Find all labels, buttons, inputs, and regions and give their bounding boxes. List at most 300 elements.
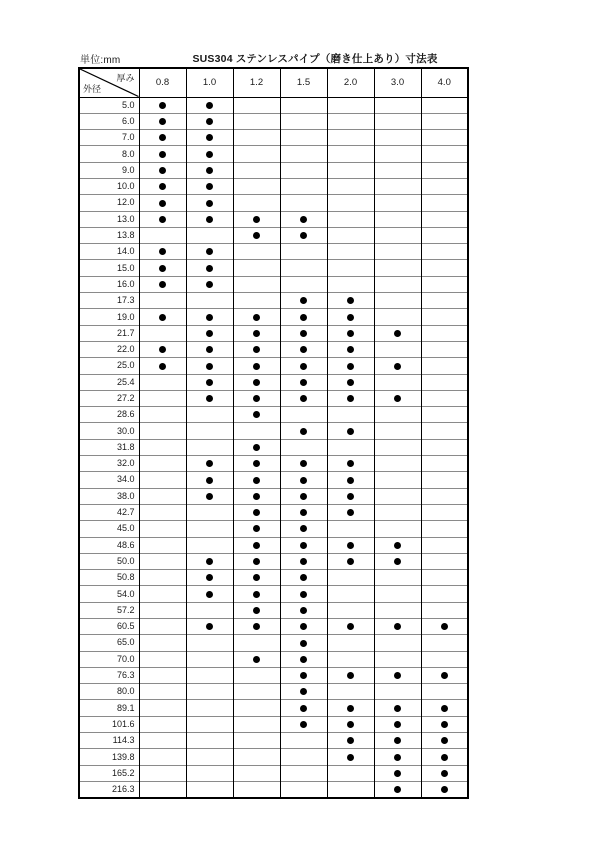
availability-cell bbox=[327, 716, 374, 732]
availability-cell bbox=[374, 553, 421, 569]
table-row bbox=[79, 667, 468, 683]
availability-cell bbox=[186, 309, 233, 325]
availability-dot-icon bbox=[300, 574, 307, 581]
availability-cell bbox=[139, 211, 186, 227]
availability-cell bbox=[139, 537, 186, 553]
availability-cell bbox=[421, 309, 468, 325]
availability-cell bbox=[280, 684, 327, 700]
availability-cell bbox=[374, 602, 421, 618]
availability-cell bbox=[327, 146, 374, 162]
availability-cell bbox=[280, 195, 327, 211]
availability-cell bbox=[327, 504, 374, 520]
table-row bbox=[79, 781, 468, 797]
availability-cell bbox=[280, 97, 327, 113]
availability-dot-icon bbox=[347, 623, 354, 630]
availability-cell bbox=[139, 195, 186, 211]
availability-cell bbox=[327, 667, 374, 683]
availability-cell bbox=[280, 488, 327, 504]
availability-cell bbox=[233, 667, 280, 683]
availability-dot-icon bbox=[253, 379, 260, 386]
availability-cell bbox=[421, 765, 468, 781]
availability-cell bbox=[421, 374, 468, 390]
availability-cell bbox=[327, 390, 374, 406]
availability-cell bbox=[233, 602, 280, 618]
availability-dot-icon bbox=[347, 428, 354, 435]
availability-dot-icon bbox=[206, 102, 213, 109]
table-row bbox=[79, 521, 468, 537]
availability-cell bbox=[421, 244, 468, 260]
availability-dot-icon bbox=[253, 525, 260, 532]
availability-dot-icon bbox=[300, 477, 307, 484]
availability-cell bbox=[233, 716, 280, 732]
availability-dot-icon bbox=[300, 509, 307, 516]
availability-dot-icon bbox=[394, 737, 401, 744]
availability-cell bbox=[421, 733, 468, 749]
availability-cell bbox=[280, 781, 327, 797]
availability-dot-icon bbox=[347, 672, 354, 679]
availability-cell bbox=[139, 407, 186, 423]
availability-cell bbox=[233, 521, 280, 537]
table-row bbox=[79, 651, 468, 667]
availability-cell bbox=[139, 733, 186, 749]
availability-cell bbox=[280, 537, 327, 553]
table-row bbox=[79, 325, 468, 341]
availability-dot-icon bbox=[394, 558, 401, 565]
availability-dot-icon bbox=[300, 232, 307, 239]
table-row bbox=[79, 570, 468, 586]
availability-cell bbox=[186, 602, 233, 618]
table-row bbox=[79, 456, 468, 472]
availability-dot-icon bbox=[206, 200, 213, 207]
availability-cell bbox=[421, 293, 468, 309]
availability-dot-icon bbox=[300, 656, 307, 663]
availability-cell bbox=[139, 700, 186, 716]
availability-cell bbox=[280, 765, 327, 781]
availability-cell bbox=[327, 733, 374, 749]
availability-cell bbox=[421, 211, 468, 227]
availability-cell bbox=[233, 635, 280, 651]
outer-diameter-cell: 45.0 bbox=[79, 521, 139, 537]
availability-cell bbox=[139, 488, 186, 504]
availability-dot-icon bbox=[394, 623, 401, 630]
availability-dot-icon bbox=[300, 363, 307, 370]
availability-dot-icon bbox=[347, 395, 354, 402]
availability-cell bbox=[421, 472, 468, 488]
availability-dot-icon bbox=[206, 330, 213, 337]
availability-cell bbox=[186, 716, 233, 732]
availability-cell bbox=[280, 293, 327, 309]
availability-cell bbox=[186, 390, 233, 406]
availability-dot-icon bbox=[206, 460, 213, 467]
table-row bbox=[79, 765, 468, 781]
availability-cell bbox=[233, 211, 280, 227]
availability-dot-icon bbox=[253, 509, 260, 516]
availability-cell bbox=[421, 700, 468, 716]
availability-dot-icon bbox=[159, 216, 166, 223]
availability-cell bbox=[421, 488, 468, 504]
availability-cell bbox=[139, 651, 186, 667]
availability-dot-icon bbox=[347, 314, 354, 321]
availability-cell bbox=[233, 358, 280, 374]
availability-cell bbox=[374, 570, 421, 586]
availability-cell bbox=[186, 733, 233, 749]
availability-dot-icon bbox=[206, 346, 213, 353]
availability-cell bbox=[374, 325, 421, 341]
availability-cell bbox=[186, 488, 233, 504]
availability-cell bbox=[421, 570, 468, 586]
availability-cell bbox=[421, 97, 468, 113]
availability-cell bbox=[327, 130, 374, 146]
availability-dot-icon bbox=[159, 151, 166, 158]
availability-dot-icon bbox=[300, 591, 307, 598]
dimension-table bbox=[78, 67, 469, 799]
availability-cell bbox=[186, 211, 233, 227]
availability-cell bbox=[280, 472, 327, 488]
availability-cell bbox=[233, 325, 280, 341]
outer-diameter-cell: 25.0 bbox=[79, 358, 139, 374]
availability-cell bbox=[327, 635, 374, 651]
availability-cell bbox=[233, 293, 280, 309]
availability-dot-icon bbox=[394, 542, 401, 549]
availability-cell bbox=[374, 716, 421, 732]
outer-diameter-cell: 28.6 bbox=[79, 407, 139, 423]
availability-cell bbox=[421, 423, 468, 439]
availability-cell bbox=[327, 439, 374, 455]
availability-cell bbox=[421, 130, 468, 146]
availability-cell bbox=[374, 211, 421, 227]
availability-cell bbox=[327, 765, 374, 781]
availability-cell bbox=[374, 586, 421, 602]
table-row bbox=[79, 276, 468, 292]
outer-diameter-cell: 30.0 bbox=[79, 423, 139, 439]
availability-dot-icon bbox=[159, 118, 166, 125]
availability-cell bbox=[327, 113, 374, 129]
availability-dot-icon bbox=[253, 574, 260, 581]
outer-diameter-cell: 65.0 bbox=[79, 635, 139, 651]
availability-cell bbox=[139, 456, 186, 472]
availability-cell bbox=[139, 570, 186, 586]
availability-cell bbox=[327, 488, 374, 504]
availability-cell bbox=[139, 504, 186, 520]
availability-cell bbox=[327, 374, 374, 390]
availability-dot-icon bbox=[206, 363, 213, 370]
availability-dot-icon bbox=[253, 232, 260, 239]
availability-cell bbox=[327, 423, 374, 439]
availability-cell bbox=[186, 178, 233, 194]
availability-cell bbox=[280, 244, 327, 260]
availability-cell bbox=[139, 602, 186, 618]
availability-dot-icon bbox=[206, 379, 213, 386]
availability-cell bbox=[280, 227, 327, 243]
availability-cell bbox=[374, 309, 421, 325]
availability-cell bbox=[374, 472, 421, 488]
availability-dot-icon bbox=[253, 477, 260, 484]
availability-cell bbox=[374, 700, 421, 716]
availability-cell bbox=[374, 635, 421, 651]
availability-cell bbox=[186, 113, 233, 129]
availability-dot-icon bbox=[347, 737, 354, 744]
availability-dot-icon bbox=[347, 721, 354, 728]
availability-cell bbox=[327, 97, 374, 113]
availability-cell bbox=[186, 130, 233, 146]
availability-cell bbox=[327, 195, 374, 211]
availability-cell bbox=[374, 358, 421, 374]
availability-cell bbox=[139, 178, 186, 194]
availability-cell bbox=[421, 195, 468, 211]
page-title: SUS304 ステンレスパイプ（磨き仕上あり）寸法表 bbox=[192, 53, 438, 65]
availability-cell bbox=[280, 716, 327, 732]
availability-dot-icon bbox=[347, 493, 354, 500]
availability-cell bbox=[374, 537, 421, 553]
availability-dot-icon bbox=[206, 558, 213, 565]
availability-cell bbox=[374, 667, 421, 683]
availability-cell bbox=[327, 244, 374, 260]
availability-cell bbox=[374, 684, 421, 700]
availability-cell bbox=[374, 162, 421, 178]
availability-cell bbox=[374, 113, 421, 129]
corner-label-outer-diameter: 外径 bbox=[83, 83, 102, 94]
availability-cell bbox=[186, 293, 233, 309]
availability-dot-icon bbox=[253, 346, 260, 353]
availability-dot-icon bbox=[300, 525, 307, 532]
outer-diameter-cell: 216.3 bbox=[79, 781, 139, 797]
availability-cell bbox=[374, 765, 421, 781]
availability-cell bbox=[374, 651, 421, 667]
availability-dot-icon bbox=[394, 705, 401, 712]
availability-cell bbox=[327, 358, 374, 374]
availability-dot-icon bbox=[300, 346, 307, 353]
outer-diameter-cell: 9.0 bbox=[79, 162, 139, 178]
availability-dot-icon bbox=[206, 216, 213, 223]
availability-dot-icon bbox=[300, 379, 307, 386]
availability-cell bbox=[233, 162, 280, 178]
availability-dot-icon bbox=[347, 363, 354, 370]
availability-cell bbox=[139, 765, 186, 781]
availability-cell bbox=[233, 195, 280, 211]
availability-cell bbox=[186, 456, 233, 472]
availability-cell bbox=[186, 570, 233, 586]
table-row bbox=[79, 341, 468, 357]
availability-cell bbox=[233, 765, 280, 781]
availability-cell bbox=[280, 749, 327, 765]
availability-dot-icon bbox=[300, 672, 307, 679]
availability-dot-icon bbox=[300, 314, 307, 321]
outer-diameter-cell: 38.0 bbox=[79, 488, 139, 504]
availability-cell bbox=[421, 651, 468, 667]
availability-cell bbox=[421, 619, 468, 635]
availability-cell bbox=[139, 146, 186, 162]
availability-cell bbox=[233, 781, 280, 797]
availability-dot-icon bbox=[347, 542, 354, 549]
outer-diameter-cell: 21.7 bbox=[79, 325, 139, 341]
availability-dot-icon bbox=[347, 346, 354, 353]
table-row bbox=[79, 423, 468, 439]
availability-cell bbox=[280, 570, 327, 586]
availability-dot-icon bbox=[394, 721, 401, 728]
availability-cell bbox=[233, 374, 280, 390]
availability-dot-icon bbox=[300, 330, 307, 337]
availability-cell bbox=[280, 162, 327, 178]
outer-diameter-cell: 22.0 bbox=[79, 341, 139, 357]
availability-cell bbox=[186, 667, 233, 683]
table-row bbox=[79, 407, 468, 423]
availability-cell bbox=[139, 227, 186, 243]
availability-cell bbox=[421, 504, 468, 520]
availability-dot-icon bbox=[206, 395, 213, 402]
outer-diameter-cell: 27.2 bbox=[79, 390, 139, 406]
availability-cell bbox=[233, 586, 280, 602]
availability-cell bbox=[233, 570, 280, 586]
availability-cell bbox=[233, 244, 280, 260]
availability-cell bbox=[233, 733, 280, 749]
availability-cell bbox=[327, 781, 374, 797]
availability-dot-icon bbox=[253, 330, 260, 337]
availability-cell bbox=[374, 178, 421, 194]
availability-cell bbox=[139, 521, 186, 537]
availability-cell bbox=[186, 423, 233, 439]
availability-cell bbox=[139, 667, 186, 683]
outer-diameter-cell: 32.0 bbox=[79, 456, 139, 472]
availability-dot-icon bbox=[347, 330, 354, 337]
table-row bbox=[79, 195, 468, 211]
outer-diameter-cell: 50.0 bbox=[79, 553, 139, 569]
outer-diameter-cell: 8.0 bbox=[79, 146, 139, 162]
availability-cell bbox=[186, 341, 233, 357]
availability-dot-icon bbox=[253, 493, 260, 500]
availability-cell bbox=[139, 423, 186, 439]
availability-cell bbox=[280, 390, 327, 406]
outer-diameter-cell: 13.0 bbox=[79, 211, 139, 227]
table-row bbox=[79, 733, 468, 749]
availability-cell bbox=[327, 260, 374, 276]
availability-cell bbox=[327, 651, 374, 667]
availability-dot-icon bbox=[159, 200, 166, 207]
thickness-header: 2.0 bbox=[327, 68, 374, 97]
table-row bbox=[79, 162, 468, 178]
availability-dot-icon bbox=[159, 265, 166, 272]
availability-cell bbox=[374, 733, 421, 749]
availability-cell bbox=[280, 146, 327, 162]
availability-cell bbox=[327, 456, 374, 472]
table-row bbox=[79, 113, 468, 129]
availability-dot-icon bbox=[441, 721, 448, 728]
outer-diameter-cell: 10.0 bbox=[79, 178, 139, 194]
availability-dot-icon bbox=[347, 705, 354, 712]
availability-dot-icon bbox=[253, 607, 260, 614]
availability-cell bbox=[139, 390, 186, 406]
availability-cell bbox=[233, 309, 280, 325]
availability-cell bbox=[327, 276, 374, 292]
availability-dot-icon bbox=[300, 297, 307, 304]
availability-cell bbox=[280, 211, 327, 227]
availability-dot-icon bbox=[253, 216, 260, 223]
availability-cell bbox=[139, 325, 186, 341]
availability-dot-icon bbox=[253, 542, 260, 549]
availability-cell bbox=[421, 781, 468, 797]
availability-dot-icon bbox=[394, 395, 401, 402]
availability-cell bbox=[327, 521, 374, 537]
availability-cell bbox=[233, 684, 280, 700]
availability-cell bbox=[233, 423, 280, 439]
availability-dot-icon bbox=[206, 134, 213, 141]
availability-dot-icon bbox=[159, 248, 166, 255]
availability-cell bbox=[186, 374, 233, 390]
availability-dot-icon bbox=[441, 786, 448, 793]
availability-dot-icon bbox=[300, 542, 307, 549]
availability-cell bbox=[374, 423, 421, 439]
availability-dot-icon bbox=[159, 346, 166, 353]
availability-cell bbox=[233, 390, 280, 406]
availability-cell bbox=[186, 537, 233, 553]
availability-cell bbox=[186, 162, 233, 178]
availability-cell bbox=[327, 227, 374, 243]
outer-diameter-cell: 57.2 bbox=[79, 602, 139, 618]
availability-cell bbox=[421, 178, 468, 194]
availability-cell bbox=[374, 749, 421, 765]
availability-cell bbox=[374, 504, 421, 520]
availability-dot-icon bbox=[300, 623, 307, 630]
availability-cell bbox=[186, 504, 233, 520]
availability-cell bbox=[374, 439, 421, 455]
table-row bbox=[79, 309, 468, 325]
availability-dot-icon bbox=[206, 623, 213, 630]
availability-cell bbox=[374, 390, 421, 406]
availability-cell bbox=[186, 781, 233, 797]
availability-cell bbox=[421, 407, 468, 423]
availability-dot-icon bbox=[394, 672, 401, 679]
availability-cell bbox=[374, 130, 421, 146]
availability-cell bbox=[233, 488, 280, 504]
outer-diameter-cell: 31.8 bbox=[79, 439, 139, 455]
availability-dot-icon bbox=[253, 411, 260, 418]
outer-diameter-cell: 17.3 bbox=[79, 293, 139, 309]
availability-dot-icon bbox=[206, 265, 213, 272]
availability-dot-icon bbox=[441, 672, 448, 679]
availability-dot-icon bbox=[300, 640, 307, 647]
availability-dot-icon bbox=[300, 688, 307, 695]
outer-diameter-cell: 15.0 bbox=[79, 260, 139, 276]
availability-cell bbox=[280, 439, 327, 455]
availability-cell bbox=[233, 276, 280, 292]
thickness-header: 3.0 bbox=[374, 68, 421, 97]
availability-cell bbox=[327, 684, 374, 700]
outer-diameter-cell: 48.6 bbox=[79, 537, 139, 553]
availability-cell bbox=[280, 733, 327, 749]
availability-cell bbox=[233, 113, 280, 129]
availability-cell bbox=[186, 651, 233, 667]
availability-cell bbox=[327, 309, 374, 325]
availability-cell bbox=[421, 586, 468, 602]
availability-cell bbox=[139, 716, 186, 732]
availability-cell bbox=[139, 293, 186, 309]
availability-cell bbox=[421, 553, 468, 569]
availability-dot-icon bbox=[394, 330, 401, 337]
outer-diameter-cell: 5.0 bbox=[79, 97, 139, 113]
availability-cell bbox=[280, 130, 327, 146]
table-row bbox=[79, 602, 468, 618]
table-row bbox=[79, 97, 468, 113]
availability-cell bbox=[186, 553, 233, 569]
availability-dot-icon bbox=[441, 754, 448, 761]
availability-cell bbox=[421, 439, 468, 455]
availability-dot-icon bbox=[159, 102, 166, 109]
availability-cell bbox=[421, 276, 468, 292]
availability-dot-icon bbox=[300, 607, 307, 614]
availability-dot-icon bbox=[159, 183, 166, 190]
availability-cell bbox=[233, 651, 280, 667]
availability-cell bbox=[233, 456, 280, 472]
availability-cell bbox=[421, 325, 468, 341]
